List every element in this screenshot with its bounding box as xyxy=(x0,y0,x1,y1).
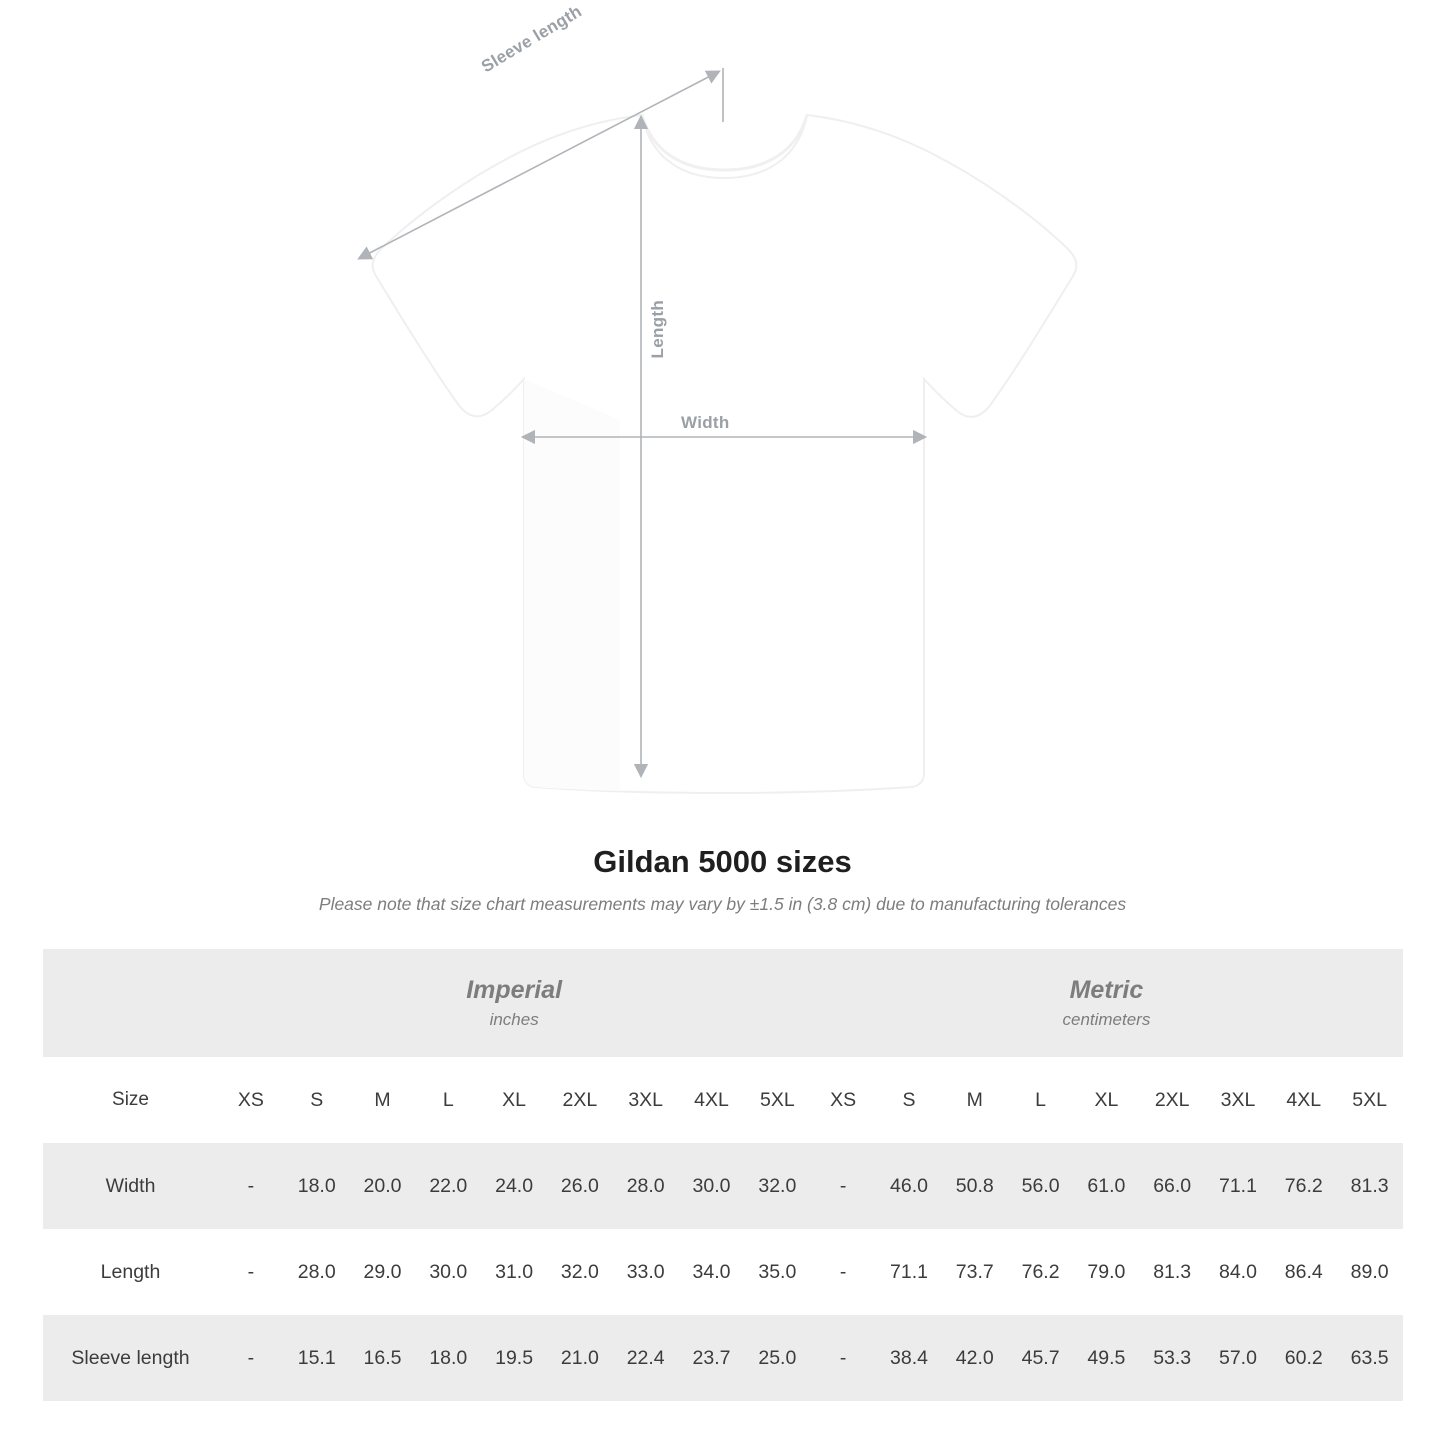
length-label: Length xyxy=(648,300,667,359)
sleeve-imperial-4xl: 23.7 xyxy=(679,1315,745,1401)
size-table xyxy=(43,949,1403,1401)
width-metric-s: 46.0 xyxy=(876,1143,942,1229)
col-header-metric-3xl: 3XL xyxy=(1205,1057,1271,1143)
col-header-metric-2xl: 2XL xyxy=(1139,1057,1205,1143)
width-imperial-s: 18.0 xyxy=(284,1143,350,1229)
imperial-unit-name: Imperial xyxy=(466,975,563,1004)
width-metric-3xl: 71.1 xyxy=(1205,1143,1271,1229)
table-row-sleeve-length xyxy=(43,1315,1403,1401)
length-metric-5xl: 89.0 xyxy=(1337,1229,1403,1315)
width-imperial-4xl: 30.0 xyxy=(679,1143,745,1229)
col-header-metric-s: S xyxy=(876,1057,942,1143)
length-metric-xl: 79.0 xyxy=(1073,1229,1139,1315)
row-label-width: Width xyxy=(43,1143,218,1229)
width-metric-xs: - xyxy=(810,1143,876,1229)
length-metric-l: 76.2 xyxy=(1008,1229,1074,1315)
col-header-metric-4xl: 4XL xyxy=(1271,1057,1337,1143)
length-metric-2xl: 81.3 xyxy=(1139,1229,1205,1315)
col-header-imperial-4xl: 4XL xyxy=(679,1057,745,1143)
sleeve-imperial-s: 15.1 xyxy=(284,1315,350,1401)
size-header-label: Size xyxy=(43,1057,218,1143)
length-metric-m: 73.7 xyxy=(942,1229,1008,1315)
imperial-unit-header xyxy=(218,949,810,1057)
col-header-metric-5xl: 5XL xyxy=(1337,1057,1403,1143)
sleeve-metric-s: 38.4 xyxy=(876,1315,942,1401)
sleeve-metric-xl: 49.5 xyxy=(1073,1315,1139,1401)
width-label: Width xyxy=(681,413,730,432)
col-header-imperial-xs: XS xyxy=(218,1057,284,1143)
width-metric-m: 50.8 xyxy=(942,1143,1008,1229)
table-row-length xyxy=(43,1229,1403,1315)
tshirt-shape xyxy=(373,115,1077,793)
length-imperial-xs: - xyxy=(218,1229,284,1315)
sleeve-imperial-l: 18.0 xyxy=(415,1315,481,1401)
sleeve-imperial-3xl: 22.4 xyxy=(613,1315,679,1401)
col-header-metric-xl: XL xyxy=(1073,1057,1139,1143)
width-imperial-xs: - xyxy=(218,1143,284,1229)
length-imperial-2xl: 32.0 xyxy=(547,1229,613,1315)
length-imperial-s: 28.0 xyxy=(284,1229,350,1315)
col-header-imperial-m: M xyxy=(350,1057,416,1143)
length-metric-3xl: 84.0 xyxy=(1205,1229,1271,1315)
width-metric-xl: 61.0 xyxy=(1073,1143,1139,1229)
length-metric-xs: - xyxy=(810,1229,876,1315)
sleeve-imperial-m: 16.5 xyxy=(350,1315,416,1401)
col-header-imperial-xl: XL xyxy=(481,1057,547,1143)
width-imperial-l: 22.0 xyxy=(415,1143,481,1229)
sleeve-imperial-5xl: 25.0 xyxy=(744,1315,810,1401)
size-header-row xyxy=(43,1057,1403,1143)
col-header-metric-m: M xyxy=(942,1057,1008,1143)
col-header-metric-xs: XS xyxy=(810,1057,876,1143)
col-header-metric-l: L xyxy=(1008,1057,1074,1143)
sleeve-length-label: Sleeve length xyxy=(478,1,586,77)
length-imperial-l: 30.0 xyxy=(415,1229,481,1315)
width-metric-2xl: 66.0 xyxy=(1139,1143,1205,1229)
sleeve-metric-l: 45.7 xyxy=(1008,1315,1074,1401)
length-imperial-4xl: 34.0 xyxy=(679,1229,745,1315)
row-label-sleeve-length: Sleeve length xyxy=(43,1315,218,1401)
length-imperial-5xl: 35.0 xyxy=(744,1229,810,1315)
imperial-unit-sub: inches xyxy=(489,1010,539,1030)
length-metric-4xl: 86.4 xyxy=(1271,1229,1337,1315)
width-metric-5xl: 81.3 xyxy=(1337,1143,1403,1229)
width-imperial-xl: 24.0 xyxy=(481,1143,547,1229)
sleeve-imperial-2xl: 21.0 xyxy=(547,1315,613,1401)
sleeve-metric-2xl: 53.3 xyxy=(1139,1315,1205,1401)
sleeve-metric-4xl: 60.2 xyxy=(1271,1315,1337,1401)
size-table-wrapper xyxy=(43,949,1402,1401)
page-title: Gildan 5000 sizes xyxy=(593,844,852,879)
length-imperial-xl: 31.0 xyxy=(481,1229,547,1315)
sleeve-imperial-xl: 19.5 xyxy=(481,1315,547,1401)
length-metric-s: 71.1 xyxy=(876,1229,942,1315)
width-imperial-m: 20.0 xyxy=(350,1143,416,1229)
unit-header-spacer xyxy=(43,949,218,1057)
tolerance-note: Please note that size chart measurements may vary by ±1.5 in (3.8 cm) due to manufacturing tolerances xyxy=(318,894,1127,914)
sleeve-metric-3xl: 57.0 xyxy=(1205,1315,1271,1401)
metric-unit-sub: centimeters xyxy=(1062,1010,1151,1030)
unit-header-row xyxy=(43,949,1403,1057)
sleeve-imperial-xs: - xyxy=(218,1315,284,1401)
width-metric-4xl: 76.2 xyxy=(1271,1143,1337,1229)
width-metric-l: 56.0 xyxy=(1008,1143,1074,1229)
title-block xyxy=(0,844,1445,915)
width-imperial-5xl: 32.0 xyxy=(744,1143,810,1229)
length-imperial-m: 29.0 xyxy=(350,1229,416,1315)
col-header-imperial-2xl: 2XL xyxy=(547,1057,613,1143)
length-imperial-3xl: 33.0 xyxy=(613,1229,679,1315)
sleeve-metric-xs: - xyxy=(810,1315,876,1401)
sleeve-metric-5xl: 63.5 xyxy=(1337,1315,1403,1401)
col-header-imperial-5xl: 5XL xyxy=(744,1057,810,1143)
col-header-imperial-3xl: 3XL xyxy=(613,1057,679,1143)
metric-unit-header xyxy=(810,949,1402,1057)
width-imperial-2xl: 26.0 xyxy=(547,1143,613,1229)
width-imperial-3xl: 28.0 xyxy=(613,1143,679,1229)
table-row-width xyxy=(43,1143,1403,1229)
metric-unit-name: Metric xyxy=(1069,975,1144,1004)
sleeve-metric-m: 42.0 xyxy=(942,1315,1008,1401)
col-header-imperial-s: S xyxy=(284,1057,350,1143)
col-header-imperial-l: L xyxy=(415,1057,481,1143)
row-label-length: Length xyxy=(43,1229,218,1315)
